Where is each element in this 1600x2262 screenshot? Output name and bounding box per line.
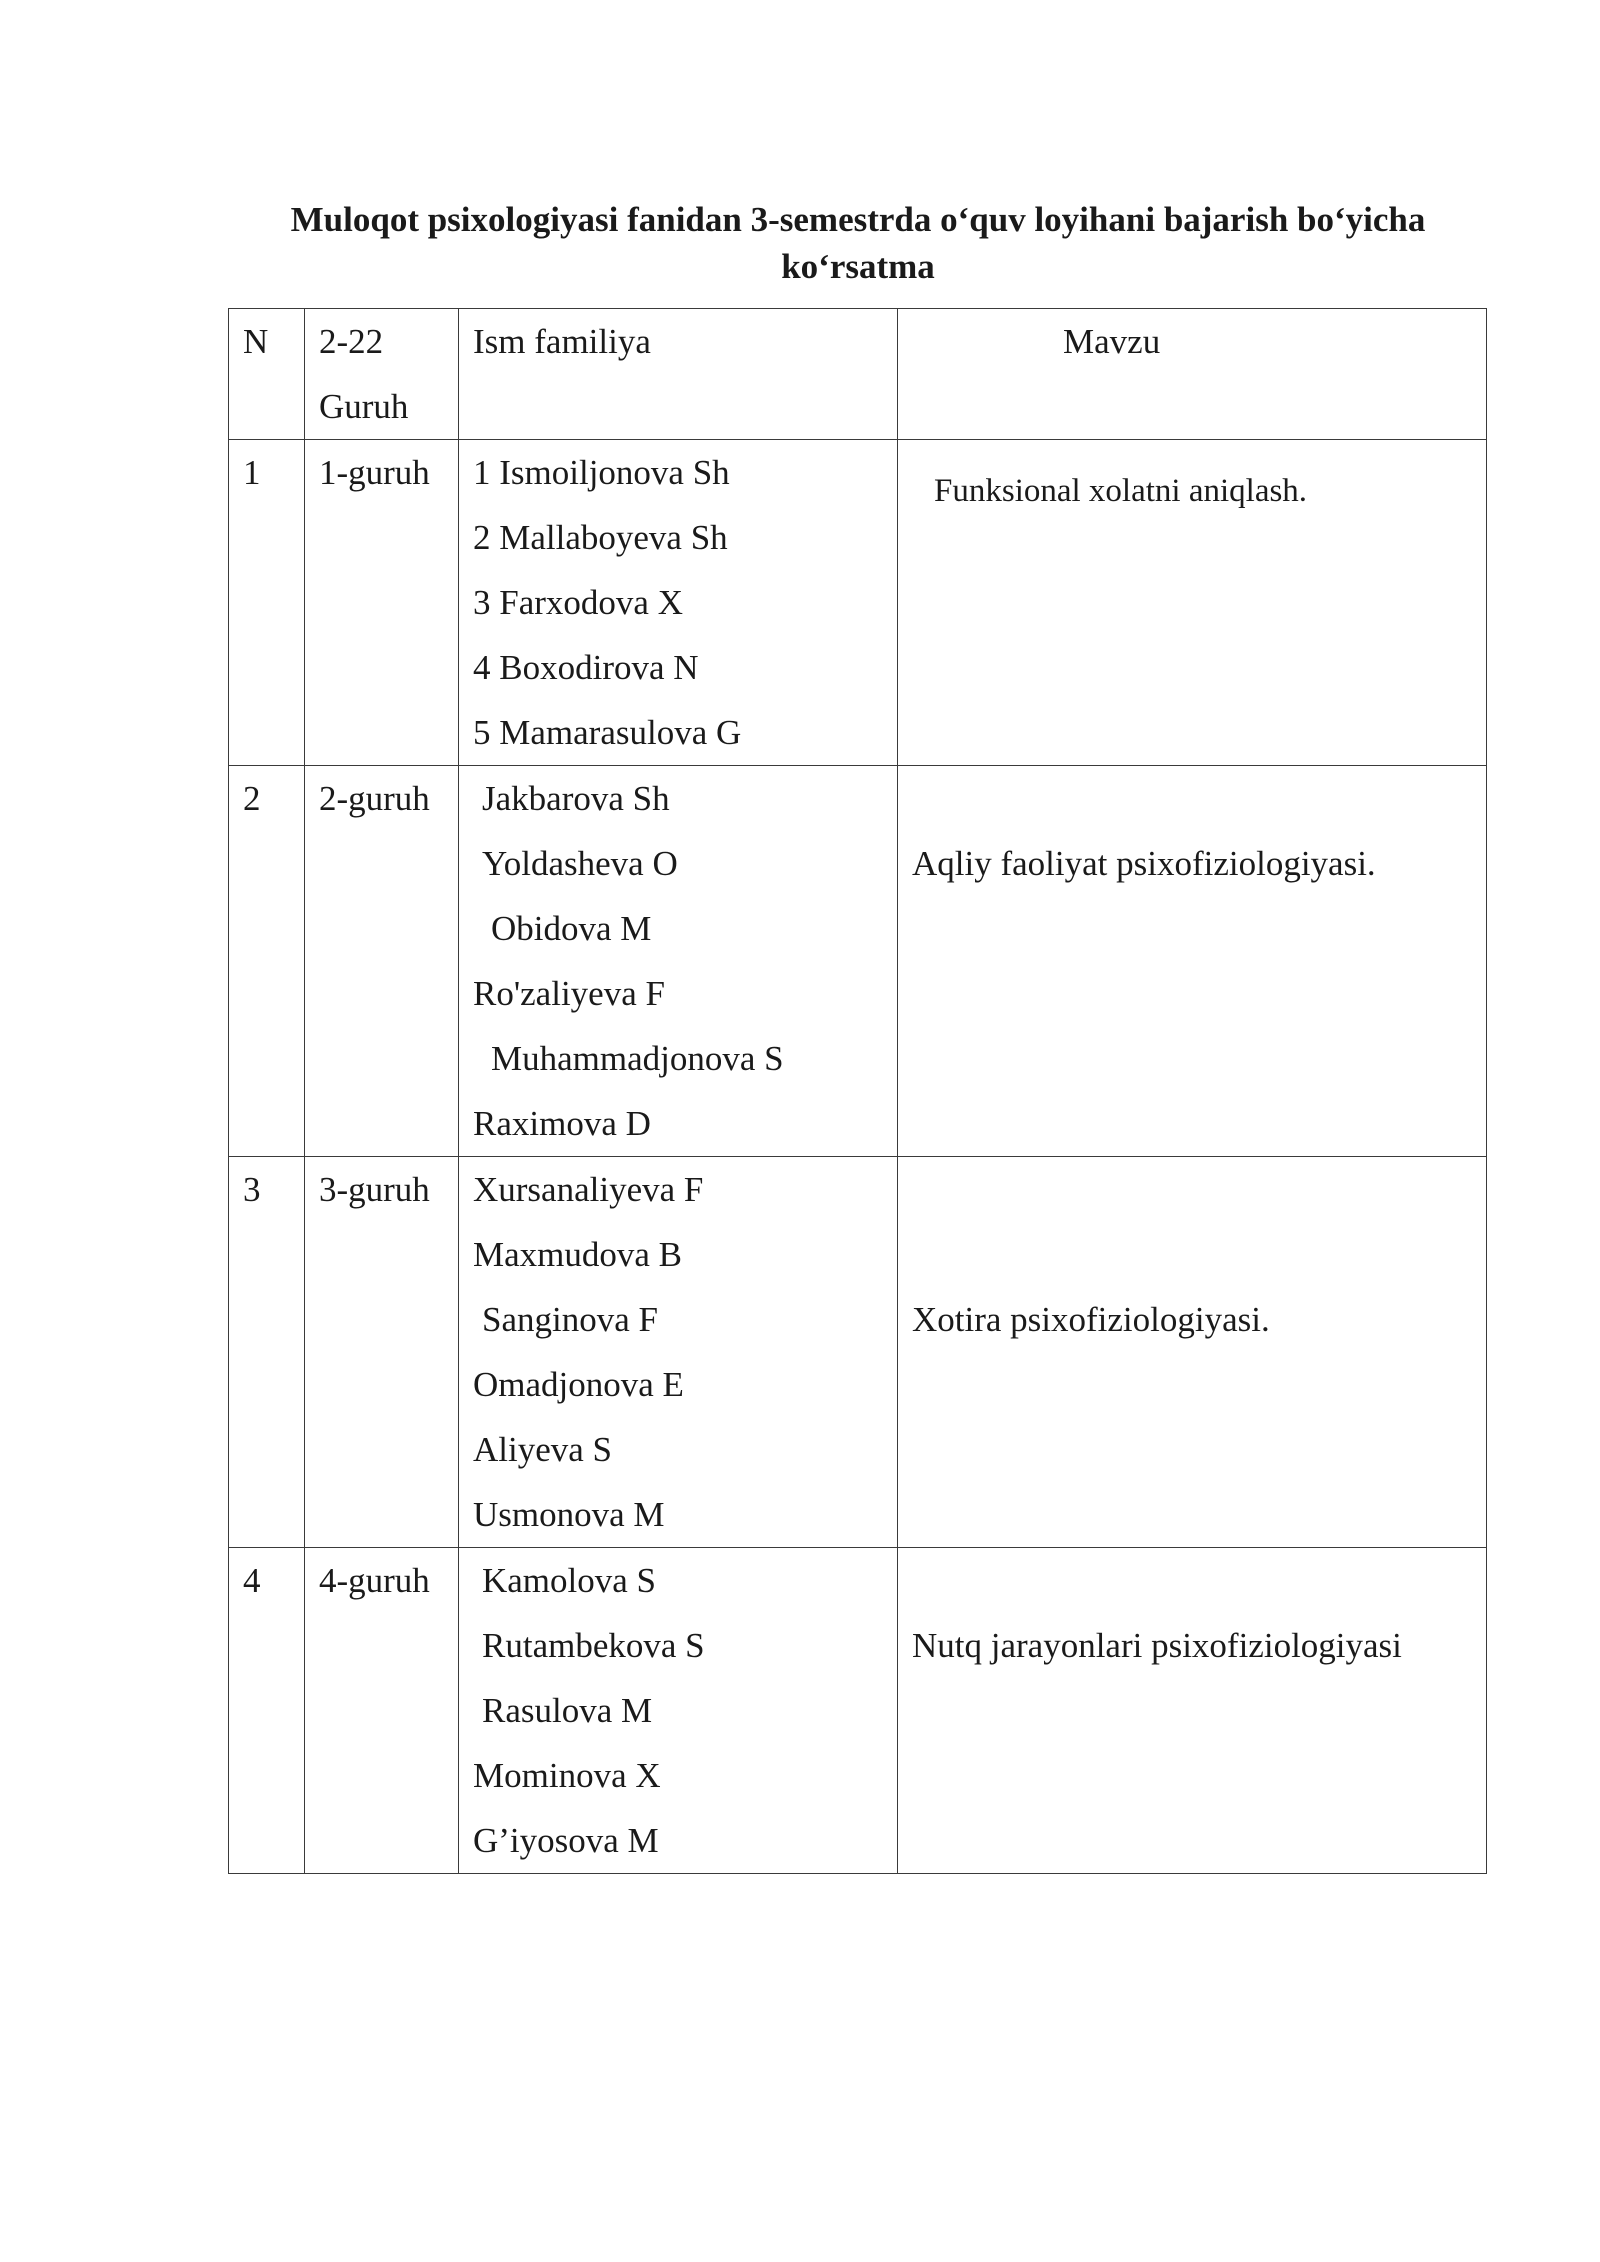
student-list: [459, 1548, 897, 1873]
row-number: 4: [243, 1561, 261, 1600]
student-name: Xursanaliyeva F: [473, 1170, 704, 1209]
student-name: Rutambekova S: [482, 1626, 705, 1665]
student-name: 4 Boxodirova N: [473, 648, 699, 687]
row-names-cell: [459, 1157, 898, 1548]
row-group-cell: [305, 766, 459, 1157]
row-topic-cell: [898, 766, 1487, 1157]
row-number-cell: [229, 1548, 305, 1874]
student-name: Ro'zaliyeva F: [473, 974, 665, 1013]
assignment-table: [228, 308, 1487, 1874]
row-topic: Xotira psixofiziologiyasi.: [912, 1300, 1270, 1339]
header-group-line-1: 2-22: [319, 322, 384, 361]
student-name: 2 Mallaboyeva Sh: [473, 518, 728, 557]
table-row: [229, 1548, 1487, 1874]
student-name: Raximova D: [473, 1104, 651, 1143]
student-name: Omadjonova E: [473, 1365, 684, 1404]
row-group: 3-guruh: [319, 1170, 430, 1209]
row-number: 3: [243, 1170, 261, 1209]
row-names-cell: [459, 1548, 898, 1874]
row-number-cell: [229, 766, 305, 1157]
table-row: [229, 440, 1487, 766]
student-name: Maxmudova B: [473, 1235, 683, 1274]
student-name: Aliyeva S: [473, 1430, 613, 1469]
row-topic-cell: [898, 440, 1487, 766]
row-names-cell: [459, 766, 898, 1157]
header-names-cell: [459, 309, 898, 440]
header-n: N: [243, 322, 269, 361]
row-group-cell: [305, 440, 459, 766]
row-topic: Aqliy faoliyat psixofiziologiyasi.: [912, 844, 1376, 883]
student-name: Kamolova S: [482, 1561, 657, 1600]
table-row: [229, 1157, 1487, 1548]
student-name: Usmonova M: [473, 1495, 665, 1534]
student-name: Rasulova M: [482, 1691, 653, 1730]
student-name: 3 Farxodova X: [473, 583, 683, 622]
row-number-cell: [229, 1157, 305, 1548]
row-topic: Nutq jarayonlari psixofiziologiyasi: [912, 1626, 1402, 1665]
student-name: Sanginova F: [482, 1300, 658, 1339]
row-topic: Funksional xolatni aniqlash.: [934, 473, 1308, 509]
student-name: Muhammadjonova S: [491, 1039, 784, 1078]
student-name: 5 Mamarasulova G: [473, 713, 742, 752]
student-list: [459, 1157, 897, 1547]
row-group-cell: [305, 1548, 459, 1874]
title-line-2: ko‘rsatma: [781, 247, 935, 286]
table-row: [229, 766, 1487, 1157]
student-name: Mominova X: [473, 1756, 661, 1795]
header-topic-cell: [898, 309, 1487, 440]
student-name: Jakbarova Sh: [482, 779, 670, 818]
row-group-cell: [305, 1157, 459, 1548]
header-topic: Mavzu: [1063, 322, 1161, 361]
student-list: [459, 440, 897, 765]
row-topic-cell: [898, 1548, 1487, 1874]
row-number: 1: [243, 453, 261, 492]
row-topic-cell: [898, 1157, 1487, 1548]
header-names: Ism familiya: [473, 322, 651, 361]
row-group: 1-guruh: [319, 453, 430, 492]
row-group: 2-guruh: [319, 779, 430, 818]
student-list: [459, 766, 897, 1156]
student-name: Obidova M: [491, 909, 652, 948]
row-number: 2: [243, 779, 261, 818]
document-title: [228, 196, 1488, 290]
table-header-row: [229, 309, 1487, 440]
row-number-cell: [229, 440, 305, 766]
row-names-cell: [459, 440, 898, 766]
header-group-cell: [305, 309, 459, 440]
header-group-line-2: Guruh: [319, 387, 409, 426]
title-line-1: Muloqot psixologiyasi fanidan 3-semestrda o‘quv loyihani bajarish bo‘yicha: [290, 200, 1426, 239]
header-n-cell: [229, 309, 305, 440]
row-group: 4-guruh: [319, 1561, 430, 1600]
student-name: 1 Ismoiljonova Sh: [473, 453, 730, 492]
student-name: G’iyosova M: [473, 1821, 659, 1860]
student-name: Yoldasheva O: [482, 844, 678, 883]
